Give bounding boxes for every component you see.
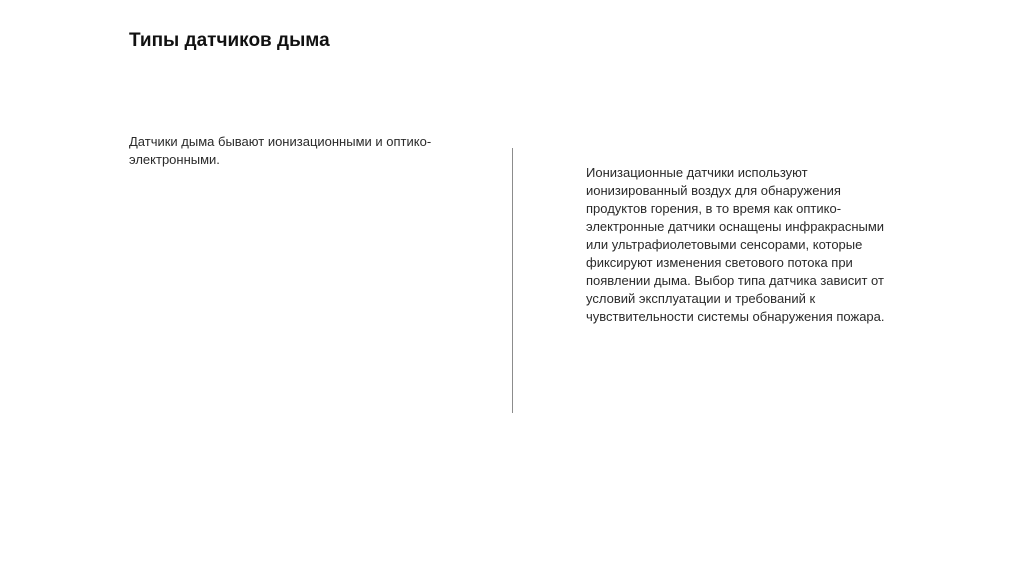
left-paragraph-line: Датчики дыма бывают ионизационными и оптико- [129, 134, 432, 149]
right-paragraph-line: продуктов горения, в то время как оптико- [586, 201, 842, 216]
right-paragraph-line: фиксируют изменения светового потока при [586, 255, 853, 270]
left-paragraph [129, 133, 469, 169]
right-paragraph-line: условий эксплуатации и требований к [586, 291, 816, 306]
vertical-divider [512, 148, 513, 413]
right-paragraph-line: Ионизационные датчики используют [586, 165, 808, 180]
left-paragraph-line: электронными. [129, 152, 220, 167]
right-paragraph-line: электронные датчики оснащены инфракрасными [586, 219, 885, 234]
right-paragraph-line: ионизированный воздух для обнаружения [586, 183, 841, 198]
right-paragraph-line: или ультрафиолетовыми сенсорами, которые [586, 237, 863, 252]
right-paragraph [586, 164, 916, 326]
slide-title: Типы датчиков дыма [129, 30, 330, 51]
right-paragraph-line: появлении дыма. Выбор типа датчика зависит от [586, 273, 884, 288]
right-paragraph-line: чувствительности системы обнаружения пожара. [586, 309, 885, 324]
